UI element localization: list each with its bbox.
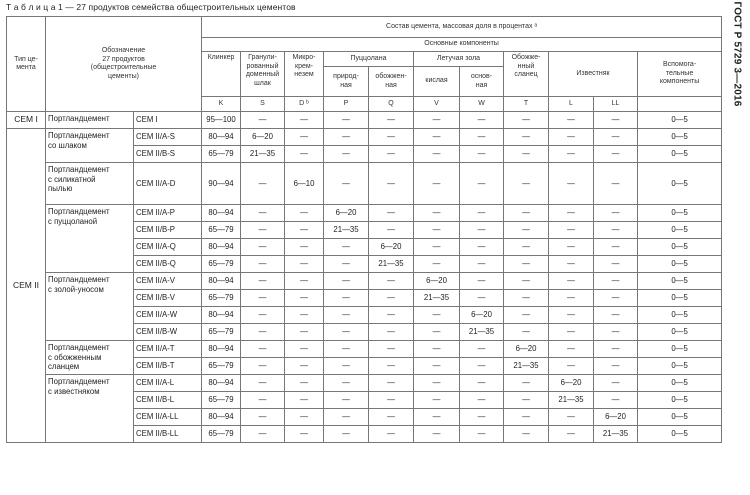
cell-value: — bbox=[460, 205, 504, 222]
cell-value: — bbox=[594, 375, 638, 392]
cell-value: — bbox=[549, 239, 594, 256]
cell-value: — bbox=[324, 146, 369, 163]
cell-value: — bbox=[594, 222, 638, 239]
cell-value: 6—10 bbox=[285, 163, 324, 205]
cell-value: 0—5 bbox=[638, 112, 722, 129]
cell-code: CEM II/A-P bbox=[134, 205, 202, 222]
cell-value: — bbox=[594, 256, 638, 273]
cell-value: — bbox=[241, 256, 285, 273]
header-minor-components: Вспомога- тельные компоненты bbox=[638, 52, 722, 97]
cell-value: — bbox=[504, 222, 549, 239]
cell-value: — bbox=[549, 426, 594, 443]
cell-value: 0—5 bbox=[638, 307, 722, 324]
cell-group: Портландцемент с известняком bbox=[46, 375, 134, 443]
cell-value: 21—35 bbox=[324, 222, 369, 239]
cell-value: — bbox=[285, 375, 324, 392]
cell-value: 65—79 bbox=[202, 256, 241, 273]
cell-value: — bbox=[324, 273, 369, 290]
cell-value: 80—94 bbox=[202, 273, 241, 290]
header-shale: Обожже- нный сланец bbox=[504, 52, 549, 97]
cell-value: — bbox=[414, 375, 460, 392]
cell-value: 0—5 bbox=[638, 409, 722, 426]
table-row bbox=[7, 129, 722, 146]
cell-value: — bbox=[285, 146, 324, 163]
cell-value: — bbox=[285, 112, 324, 129]
cell-value: — bbox=[241, 375, 285, 392]
cell-value: — bbox=[594, 290, 638, 307]
cell-value: — bbox=[241, 341, 285, 358]
cell-value: — bbox=[324, 358, 369, 375]
table-row bbox=[7, 341, 722, 358]
code-ll: LL bbox=[594, 97, 638, 112]
cell-group: Портландцемент с золой-уносом bbox=[46, 273, 134, 341]
cell-code: CEM II/B-V bbox=[134, 290, 202, 307]
cell-value: — bbox=[504, 256, 549, 273]
cell-value: — bbox=[285, 392, 324, 409]
cell-value: — bbox=[324, 256, 369, 273]
cell-value: — bbox=[414, 307, 460, 324]
cell-value: 6—20 bbox=[241, 129, 285, 146]
cell-value: — bbox=[549, 324, 594, 341]
cell-value: — bbox=[241, 205, 285, 222]
code-q: Q bbox=[369, 97, 414, 112]
cell-value: — bbox=[460, 290, 504, 307]
cell-value: — bbox=[460, 409, 504, 426]
cell-value: 6—20 bbox=[504, 341, 549, 358]
cell-value: 65—79 bbox=[202, 324, 241, 341]
cell-value: — bbox=[460, 129, 504, 146]
cell-value: — bbox=[549, 307, 594, 324]
cell-value: 0—5 bbox=[638, 205, 722, 222]
cell-code: CEM II/B-T bbox=[134, 358, 202, 375]
cell-value: — bbox=[285, 273, 324, 290]
cell-value: — bbox=[369, 341, 414, 358]
cell-value: — bbox=[414, 392, 460, 409]
cell-value: 21—35 bbox=[414, 290, 460, 307]
cell-value: — bbox=[504, 290, 549, 307]
cell-value: — bbox=[414, 426, 460, 443]
cell-value: — bbox=[594, 129, 638, 146]
cell-value: — bbox=[594, 163, 638, 205]
cell-value: 0—5 bbox=[638, 273, 722, 290]
header-fly-ash: Летучая зола bbox=[414, 52, 504, 67]
cell-code: CEM II/A-Q bbox=[134, 239, 202, 256]
code-d: D ᵇ bbox=[285, 97, 324, 112]
header-fly-ash-basic: основ- ная bbox=[460, 67, 504, 97]
cell-value: — bbox=[414, 341, 460, 358]
header-main-components: Основные компоненты bbox=[202, 38, 722, 52]
cell-value: — bbox=[369, 163, 414, 205]
cell-code: CEM II/A-L bbox=[134, 375, 202, 392]
cell-value: 0—5 bbox=[638, 290, 722, 307]
cell-group: Портландцемент с обожженным сланцем bbox=[46, 341, 134, 375]
cell-group: Портландцемент со шлаком bbox=[46, 129, 134, 163]
cell-code: CEM II/A-T bbox=[134, 341, 202, 358]
cell-value: — bbox=[414, 205, 460, 222]
cell-group: Портландцемент bbox=[46, 112, 134, 129]
cell-value: — bbox=[241, 290, 285, 307]
cell-value: — bbox=[549, 290, 594, 307]
cell-code: CEM II/B-L bbox=[134, 392, 202, 409]
cell-value: — bbox=[594, 146, 638, 163]
cell-value: 80—94 bbox=[202, 239, 241, 256]
cell-value: — bbox=[594, 205, 638, 222]
cell-value: 21—35 bbox=[241, 146, 285, 163]
cell-value: — bbox=[504, 129, 549, 146]
cell-value: 80—94 bbox=[202, 375, 241, 392]
code-l: L bbox=[549, 97, 594, 112]
code-t: T bbox=[504, 97, 549, 112]
table-row bbox=[7, 163, 722, 205]
cell-value: — bbox=[241, 409, 285, 426]
cell-value: — bbox=[241, 239, 285, 256]
cell-value: — bbox=[285, 426, 324, 443]
cell-value: — bbox=[369, 324, 414, 341]
cell-value: — bbox=[504, 409, 549, 426]
cell-value: 0—5 bbox=[638, 358, 722, 375]
cell-value: — bbox=[241, 163, 285, 205]
table-row bbox=[7, 273, 722, 290]
cell-value: — bbox=[414, 409, 460, 426]
cell-value: — bbox=[285, 358, 324, 375]
cell-value: — bbox=[324, 324, 369, 341]
cell-value: — bbox=[460, 358, 504, 375]
cell-value: — bbox=[460, 273, 504, 290]
standard-number: ГОСТ Р 5729 3—2016 bbox=[731, 1, 743, 107]
cell-value: — bbox=[549, 129, 594, 146]
cell-value: — bbox=[549, 409, 594, 426]
table-row bbox=[7, 375, 722, 392]
cell-value: — bbox=[504, 307, 549, 324]
cell-value: 21—35 bbox=[460, 324, 504, 341]
table-row bbox=[7, 112, 722, 129]
cell-value: 0—5 bbox=[638, 146, 722, 163]
cell-value: — bbox=[324, 163, 369, 205]
cell-value: — bbox=[549, 358, 594, 375]
table-body bbox=[7, 112, 722, 443]
code-k: K bbox=[202, 97, 241, 112]
header-composition: Состав цемента, массовая доля в процентах ᵃ bbox=[202, 17, 722, 38]
cell-value: 21—35 bbox=[369, 256, 414, 273]
cell-value: — bbox=[460, 256, 504, 273]
cell-value: 80—94 bbox=[202, 409, 241, 426]
cell-value: 90—94 bbox=[202, 163, 241, 205]
cell-value: — bbox=[504, 239, 549, 256]
cell-value: — bbox=[594, 112, 638, 129]
cell-value: 6—20 bbox=[369, 239, 414, 256]
header-pozzolana: Пуццолана bbox=[324, 52, 414, 67]
cell-code: CEM II/B-LL bbox=[134, 426, 202, 443]
cell-value: — bbox=[414, 112, 460, 129]
cell-value: — bbox=[460, 112, 504, 129]
cell-value: — bbox=[285, 222, 324, 239]
cell-value: — bbox=[324, 375, 369, 392]
cell-value: — bbox=[241, 426, 285, 443]
cell-value: — bbox=[549, 341, 594, 358]
cell-code: CEM II/A-V bbox=[134, 273, 202, 290]
cell-value: 0—5 bbox=[638, 341, 722, 358]
cell-value: 6—20 bbox=[460, 307, 504, 324]
cell-value: 0—5 bbox=[638, 392, 722, 409]
cell-value: 80—94 bbox=[202, 129, 241, 146]
cell-value: 65—79 bbox=[202, 426, 241, 443]
cell-type: CEM I bbox=[7, 112, 46, 129]
cell-value: — bbox=[241, 222, 285, 239]
cell-value: — bbox=[414, 256, 460, 273]
cell-value: — bbox=[504, 163, 549, 205]
cell-value: — bbox=[460, 146, 504, 163]
cell-value: — bbox=[369, 273, 414, 290]
cell-value: — bbox=[369, 205, 414, 222]
cell-value: — bbox=[594, 239, 638, 256]
cell-value: — bbox=[241, 273, 285, 290]
cell-value: — bbox=[285, 129, 324, 146]
cell-value: — bbox=[324, 409, 369, 426]
cell-value: — bbox=[504, 112, 549, 129]
cell-value: — bbox=[460, 392, 504, 409]
standard-side-label bbox=[727, 1, 747, 107]
cell-value: — bbox=[504, 146, 549, 163]
cell-value: 0—5 bbox=[638, 324, 722, 341]
cell-value: — bbox=[324, 341, 369, 358]
cell-value: 95—100 bbox=[202, 112, 241, 129]
cell-value: — bbox=[369, 375, 414, 392]
cell-value: — bbox=[285, 307, 324, 324]
cell-value: — bbox=[549, 163, 594, 205]
cell-value: — bbox=[285, 256, 324, 273]
cell-value: 0—5 bbox=[638, 163, 722, 205]
cell-value: — bbox=[324, 426, 369, 443]
cell-value: — bbox=[414, 239, 460, 256]
cell-value: 80—94 bbox=[202, 205, 241, 222]
cell-value: — bbox=[549, 273, 594, 290]
cell-value: — bbox=[369, 222, 414, 239]
cell-value: 6—20 bbox=[414, 273, 460, 290]
cell-value: — bbox=[549, 112, 594, 129]
cell-value: — bbox=[460, 375, 504, 392]
cell-value: — bbox=[549, 205, 594, 222]
cell-value: 65—79 bbox=[202, 222, 241, 239]
cell-value: — bbox=[594, 324, 638, 341]
table-row bbox=[7, 205, 722, 222]
cell-value: — bbox=[460, 163, 504, 205]
cell-value: 21—35 bbox=[504, 358, 549, 375]
cell-value: — bbox=[241, 307, 285, 324]
cell-value: — bbox=[324, 307, 369, 324]
cell-value: — bbox=[594, 273, 638, 290]
cell-value: — bbox=[369, 112, 414, 129]
cell-value: — bbox=[324, 392, 369, 409]
header-limestone: Известняк bbox=[549, 52, 638, 97]
cell-value: — bbox=[594, 307, 638, 324]
cell-value: — bbox=[324, 129, 369, 146]
cell-value: — bbox=[594, 392, 638, 409]
cement-composition-table bbox=[6, 16, 722, 443]
cell-value: — bbox=[369, 358, 414, 375]
header-slag: Гранули- рованный доменный шлак bbox=[241, 52, 285, 97]
cell-value: — bbox=[549, 146, 594, 163]
cell-value: — bbox=[324, 239, 369, 256]
cell-value: — bbox=[285, 290, 324, 307]
cell-value: — bbox=[594, 341, 638, 358]
cell-value: — bbox=[324, 112, 369, 129]
code-v: V bbox=[414, 97, 460, 112]
cell-value: — bbox=[285, 324, 324, 341]
cell-value: — bbox=[369, 307, 414, 324]
cell-value: — bbox=[460, 222, 504, 239]
cell-value: 65—79 bbox=[202, 358, 241, 375]
cell-value: — bbox=[369, 426, 414, 443]
cell-value: 6—20 bbox=[549, 375, 594, 392]
cell-value: — bbox=[594, 358, 638, 375]
header-microsilica: Микро- крем- незем bbox=[285, 52, 324, 97]
header-designation: Обозначение 27 продуктов (общестроительные цементы) bbox=[46, 17, 202, 112]
cell-value: — bbox=[285, 409, 324, 426]
cell-value: — bbox=[460, 426, 504, 443]
cell-value: 0—5 bbox=[638, 426, 722, 443]
cell-value: — bbox=[324, 290, 369, 307]
cell-value: 21—35 bbox=[594, 426, 638, 443]
cell-value: 0—5 bbox=[638, 256, 722, 273]
cell-value: — bbox=[460, 341, 504, 358]
cell-value: — bbox=[285, 239, 324, 256]
cell-value: — bbox=[414, 324, 460, 341]
cell-value: 0—5 bbox=[638, 129, 722, 146]
cell-value: 0—5 bbox=[638, 375, 722, 392]
cell-value: 6—20 bbox=[594, 409, 638, 426]
header-pozzolana-calcined: обожжен- ная bbox=[369, 67, 414, 97]
cell-value: — bbox=[369, 146, 414, 163]
cell-value: — bbox=[414, 146, 460, 163]
cell-value: — bbox=[369, 129, 414, 146]
cell-value: 65—79 bbox=[202, 290, 241, 307]
header-pozzolana-natural: природ- ная bbox=[324, 67, 369, 97]
cell-group: Портландцемент с силикатной пылью bbox=[46, 163, 134, 205]
cell-value: — bbox=[504, 375, 549, 392]
cell-value: — bbox=[504, 273, 549, 290]
cell-value: — bbox=[369, 409, 414, 426]
cell-code: CEM II/A-S bbox=[134, 129, 202, 146]
cell-code: CEM II/A-W bbox=[134, 307, 202, 324]
cell-value: — bbox=[549, 222, 594, 239]
cell-value: 65—79 bbox=[202, 146, 241, 163]
cell-value: — bbox=[241, 324, 285, 341]
cell-value: — bbox=[414, 129, 460, 146]
cell-value: — bbox=[285, 341, 324, 358]
cell-value: — bbox=[504, 205, 549, 222]
cell-value: 6—20 bbox=[324, 205, 369, 222]
cell-value: 21—35 bbox=[549, 392, 594, 409]
cell-value: — bbox=[369, 290, 414, 307]
cell-value: — bbox=[460, 239, 504, 256]
cell-value: — bbox=[241, 392, 285, 409]
cell-value: 65—79 bbox=[202, 392, 241, 409]
table-caption: Т а б л и ц а 1 — 27 продуктов семейства общестроительных цементов bbox=[6, 2, 296, 12]
cell-code: CEM II/B-S bbox=[134, 146, 202, 163]
cell-value: — bbox=[549, 256, 594, 273]
cell-code: CEM II/A-LL bbox=[134, 409, 202, 426]
code-p: P bbox=[324, 97, 369, 112]
cell-value: — bbox=[414, 358, 460, 375]
cell-type: CEM II bbox=[7, 129, 46, 443]
header-clinker: Клинкер bbox=[202, 52, 241, 97]
header-fly-ash-acid: кислая bbox=[414, 67, 460, 97]
cell-value: — bbox=[241, 112, 285, 129]
cell-group: Портландцемент с пуццоланой bbox=[46, 205, 134, 273]
cell-code: CEM II/B-Q bbox=[134, 256, 202, 273]
cell-value: 80—94 bbox=[202, 341, 241, 358]
cell-value: 0—5 bbox=[638, 239, 722, 256]
cell-code: CEM II/B-P bbox=[134, 222, 202, 239]
cell-code: CEM II/B-W bbox=[134, 324, 202, 341]
cell-code: CEM I bbox=[134, 112, 202, 129]
cell-value: — bbox=[369, 392, 414, 409]
cell-value: 80—94 bbox=[202, 307, 241, 324]
cell-code: CEM II/A-D bbox=[134, 163, 202, 205]
header-cement-type: Тип це- мента bbox=[7, 17, 46, 112]
cell-value: 0—5 bbox=[638, 222, 722, 239]
cell-value: — bbox=[414, 222, 460, 239]
code-s: S bbox=[241, 97, 285, 112]
cell-value: — bbox=[414, 163, 460, 205]
code-w: W bbox=[460, 97, 504, 112]
cell-value: — bbox=[504, 324, 549, 341]
cell-value: — bbox=[241, 358, 285, 375]
cell-value: — bbox=[504, 426, 549, 443]
cell-value: — bbox=[504, 392, 549, 409]
cell-value: — bbox=[285, 205, 324, 222]
